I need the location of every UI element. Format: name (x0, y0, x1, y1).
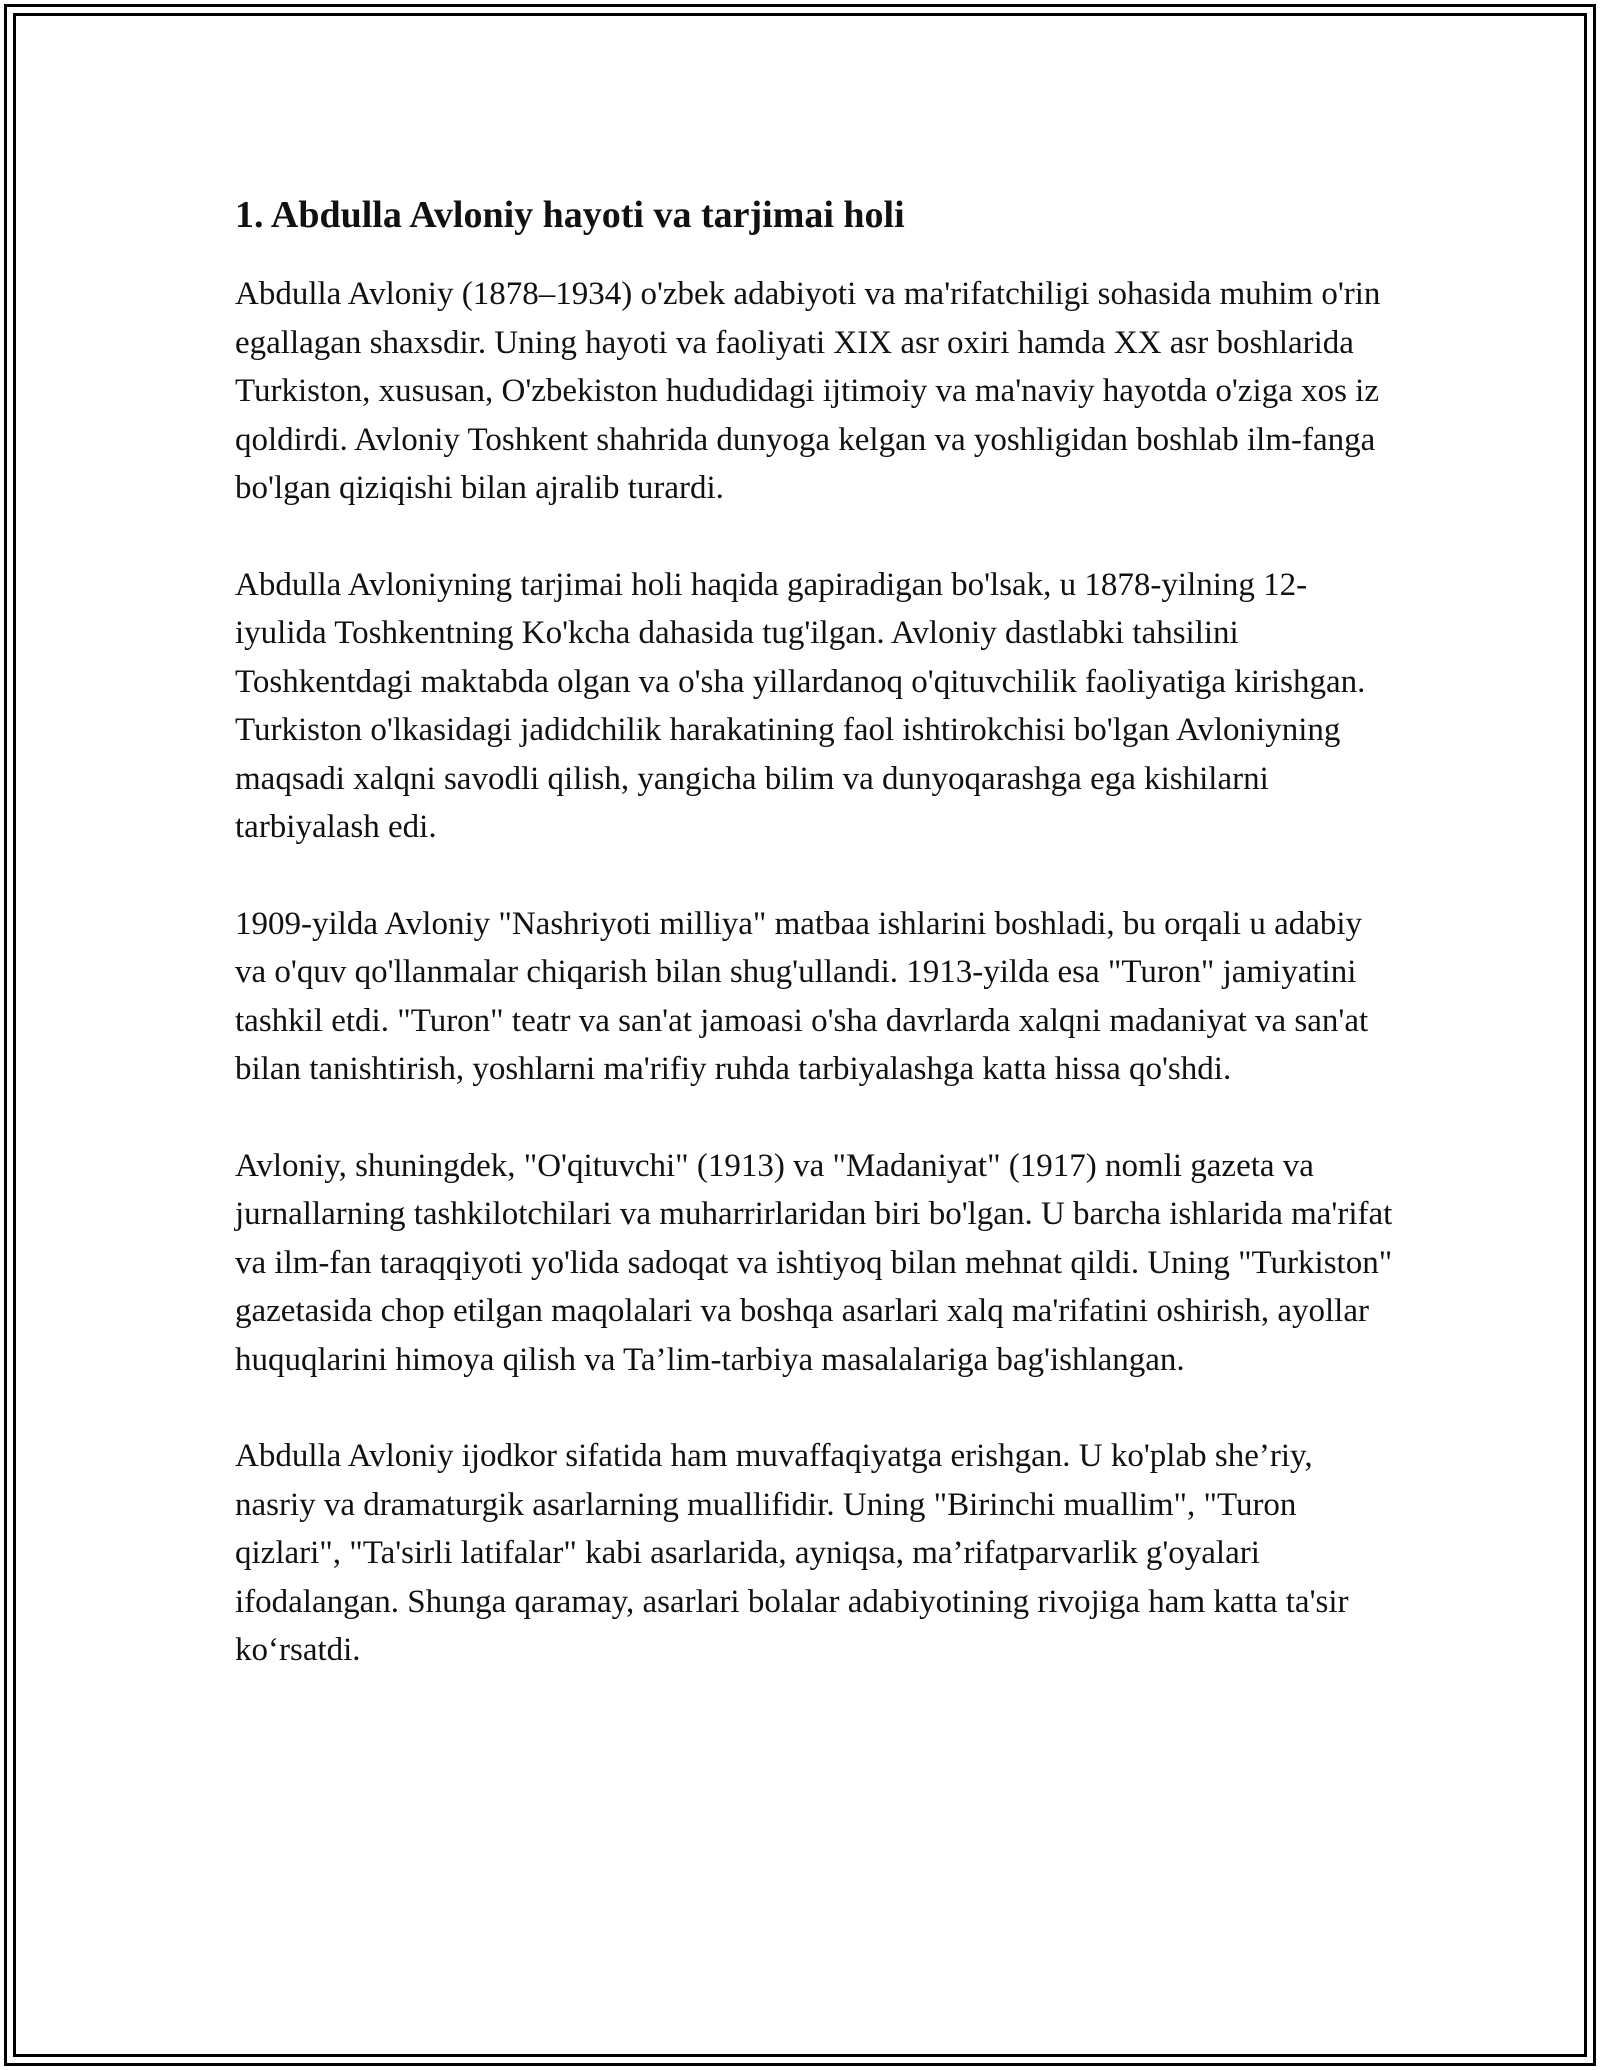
section-heading: 1. Abdulla Avloniy hayoti va tarjimai holi (235, 194, 905, 236)
paragraph-3: 1909-yilda Avloniy "Nashriyoti milliya" matbaa ishlarini boshladi, bu orqali u adabiy va o'quv qo'llanmalar chiqarish bilan shug'ullandi. 1913-yilda esa "Turon" jamiyatini tashkil etdi. "Turon" teatr va san'at jamoasi o'sha davrlarda xalqni madaniyat va san'at bilan tanishtirish, yoshlarni ma'rifiy ruhda tarbiyalashga katta hissa qo'shdi. (235, 905, 1369, 1087)
paragraph-4: Avloniy, shuningdek, "O'qituvchi" (1913) va "Madaniyat" (1917) nomli gazeta va jurnallarning tashkilotchilari va muharrirlaridan biri bo'lgan. U barcha ishlarida ma'rifat va ilm-fan taraqqiyoti yo'lida sadoqat va ishtiyoq bilan mehnat qildi. Uning "Turkiston" gazetasida chop etilgan maqolalari va boshqa asarlari xalq ma'rifatini oshirish, ayollar huquqlarini himoya qilish va Ta’lim-tarbiya masalalariga bag'ishlangan. (235, 1147, 1393, 1378)
paragraph-5: Abdulla Avloniy ijodkor sifatida ham muvaffaqiyatga erishgan. U ko'plab she’riy, nasriy va dramaturgik asarlarning muallifidir. Uning "Birinchi muallim", "Turon qizlari", "Ta'sirli latifalar" kabi asarlarida, ayniqsa, ma’rifatparvarlik g'oyalari ifodalangan. Shunga qaramay, asarlari bolalar adabiyotining rivojiga ham katta ta'sir ko‘rsatdi. (235, 1438, 1349, 1668)
paragraph-1: Abdulla Avloniy (1878–1934) o'zbek adabiyoti va ma'rifatchiligi sohasida muhim o'rin egallagan shaxsdir. Uning hayoti va faoliyati XIX asr oxiri hamda XX asr boshlarida Turkiston, xususan, O'zbekiston hududidagi ijtimoiy va ma'naviy hayotda o'ziga xos iz qoldirdi. Avloniy Toshkent shahrida dunyoga kelgan va yoshligidan boshlab ilm-fanga bo'lgan qiziqishi bilan ajralib turardi. (235, 276, 1381, 506)
paragraph-2: Abdulla Avloniyning tarjimai holi haqida gapiradigan bo'lsak, u 1878-yilning 12-iyulida Toshkentning Ko'kcha dahasida tug'ilgan. Avloniy dastlabki tahsilini Toshkentdagi maktabda olgan va o'sha yillardanoq o'qituvchilik faoliyatiga kirishgan. Turkiston o'lkasidagi jadidchilik harakatining faol ishtirokchisi bo'lgan Avloniyning maqsadi xalqni savodli qilish, yangicha bilim va dunyoqarashga ega kishilarni tarbiyalash edi. (235, 566, 1366, 845)
document-body (235, 184, 1395, 1723)
